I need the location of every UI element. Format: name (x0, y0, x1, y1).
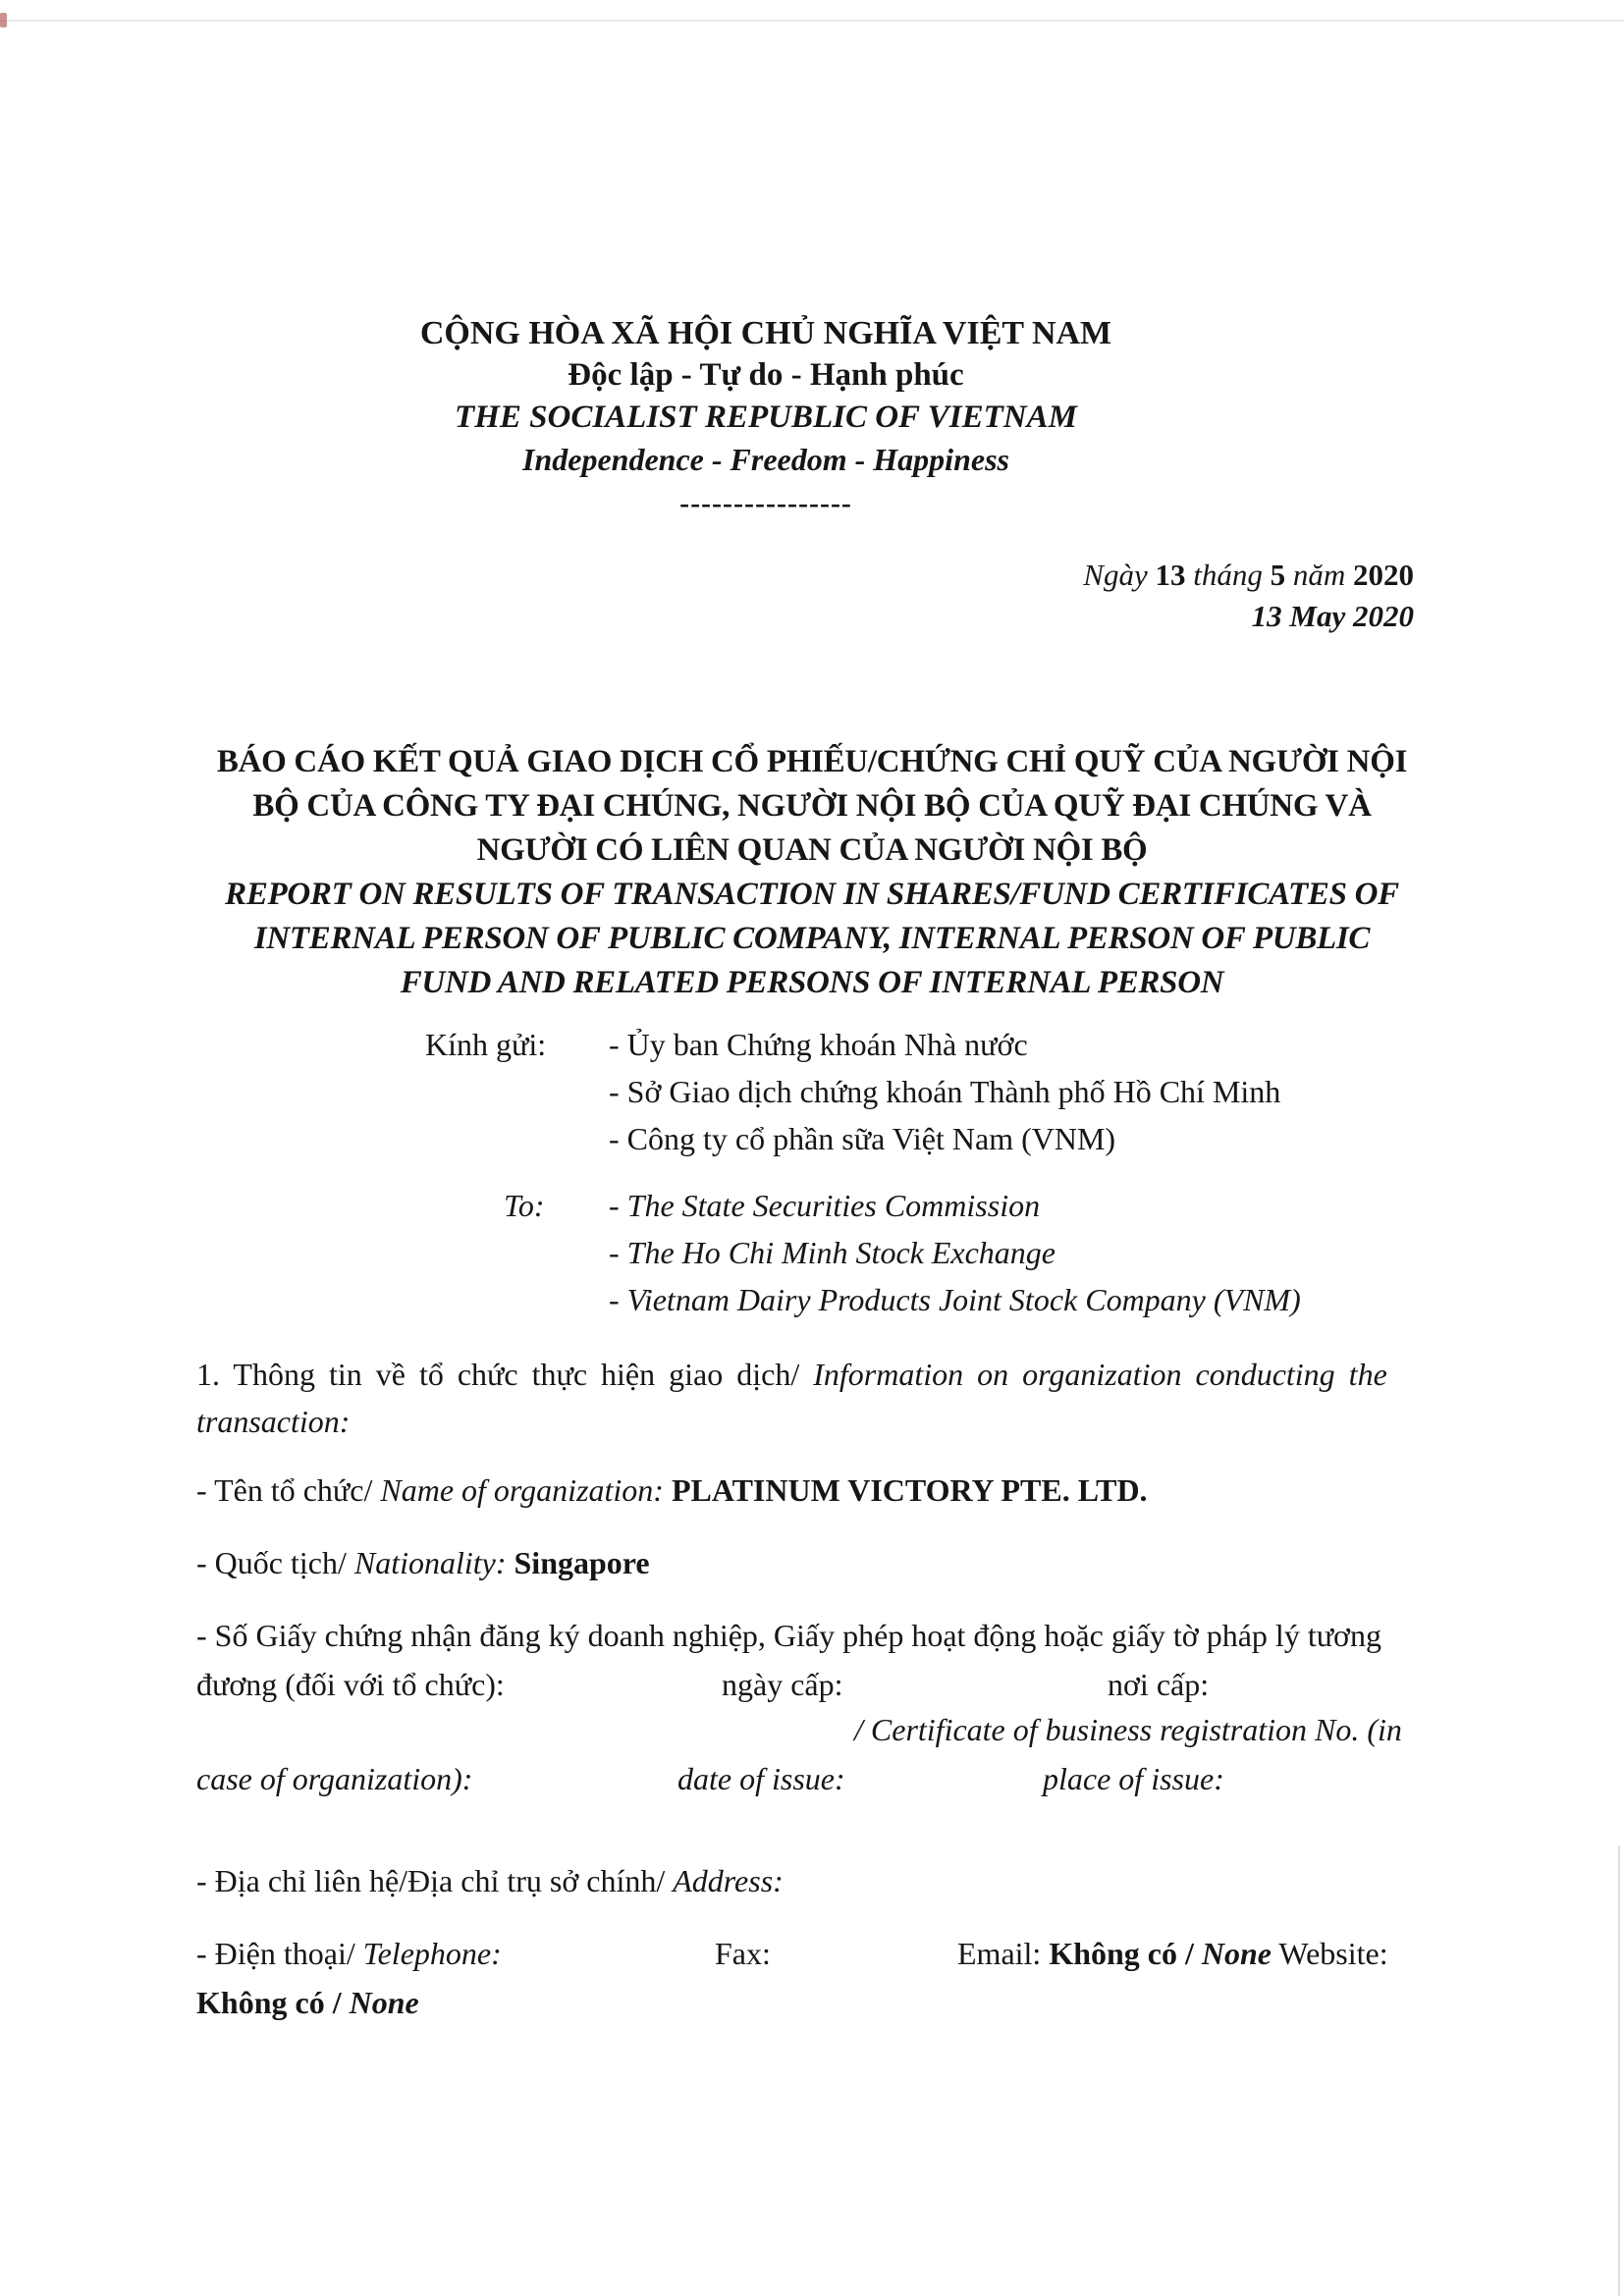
fax-label: Fax: (715, 1936, 771, 1971)
report-title-vn-line1: BÁO CÁO KẾT QUẢ GIAO DỊCH CỔ PHIẾU/CHỨNG CHỈ QUỸ CỦA NGƯỜI NỘI (216, 744, 1408, 779)
website-value-en: None (349, 1985, 419, 2020)
address-label-vn: - Địa chỉ liên hệ/Địa chỉ trụ sở chính/ (196, 1863, 674, 1898)
website-value-vn: Không có (196, 1985, 325, 2020)
date-vn-mid1: tháng (1185, 558, 1271, 592)
email-value-vn: Không có (1049, 1936, 1177, 1971)
org-name-value: PLATINUM VICTORY PTE. LTD. (671, 1472, 1148, 1508)
section1-heading-en-cont: transaction: (196, 1404, 351, 1439)
scan-artifact-red-speck (0, 13, 7, 27)
nationality-line (196, 1545, 650, 1581)
report-title-en-line2: INTERNAL PERSON OF PUBLIC COMPANY, INTERNAL PERSON OF PUBLIC (253, 921, 1371, 956)
date-line-en: 13 May 2020 (1251, 599, 1414, 633)
phone-label-vn: - Điện thoại/ (196, 1936, 363, 1971)
national-motto-vn: Độc lập - Tự do - Hạnh phúc (568, 357, 964, 393)
email-label: Email: (957, 1936, 1050, 1971)
date-day: 13 (1155, 558, 1186, 592)
website-value (196, 1985, 419, 2021)
scan-artifact-right-line (1618, 1845, 1620, 2296)
registration-vn-line2-left: đương (đối với tổ chức): (196, 1667, 505, 1702)
national-header (0, 312, 1532, 526)
address-line (196, 1863, 784, 1899)
email-value-en: None (1201, 1936, 1272, 1971)
phone-label (196, 1936, 502, 1972)
report-title-en-line1: REPORT ON RESULTS OF TRANSACTION IN SHARES/FUND CERTIFICATES OF (225, 877, 1399, 912)
section1-heading-vn: 1. Thông tin về tổ chức thực hiện giao dịch/ (196, 1357, 814, 1392)
recipient-en-item-3: - Vietnam Dairy Products Joint Stock Company (VNM) (609, 1282, 1301, 1317)
registration-date-of-issue-vn: ngày cấp: (722, 1667, 843, 1702)
org-name-line (196, 1472, 1148, 1509)
recipient-en-item-2: - The Ho Chi Minh Stock Exchange (609, 1235, 1056, 1270)
website-label: Website: (1272, 1936, 1388, 1971)
report-title-en-line3: FUND AND RELATED PERSONS OF INTERNAL PERSON (400, 965, 1224, 1000)
recipients-vn-label: Kính gửi: (425, 1027, 547, 1062)
recipient-vn-item-3: - Công ty cổ phần sữa Việt Nam (VNM) (609, 1121, 1116, 1156)
email-website-group (957, 1936, 1388, 1972)
registration-place-of-issue-vn: nơi cấp: (1108, 1667, 1210, 1702)
scan-artifact-top-line (0, 20, 1624, 22)
nationality-value: Singapore (514, 1545, 650, 1580)
nationality-label-en: Nationality: (353, 1545, 514, 1580)
report-title-vn-line3: NGƯỜI CÓ LIÊN QUAN CỦA NGƯỜI NỘI BỘ (476, 832, 1148, 868)
section1-heading (196, 1357, 1387, 1393)
email-separator: / (1177, 1936, 1202, 1971)
report-title-vn-line2: BỘ CỦA CÔNG TY ĐẠI CHÚNG, NGƯỜI NỘI BỘ CỦA QUỸ ĐẠI CHÚNG VÀ (252, 788, 1372, 824)
date-block (1083, 555, 1414, 637)
nationality-label-vn: - Quốc tịch/ (196, 1545, 354, 1580)
registration-en-line1: / Certificate of business registration No. (in (854, 1712, 1402, 1747)
date-month: 5 (1270, 558, 1286, 592)
org-name-label-en: Name of organization: (380, 1472, 672, 1508)
date-year: 2020 (1353, 558, 1414, 592)
website-separator: / (324, 1985, 350, 2020)
org-name-label-vn: - Tên tổ chức/ (196, 1472, 381, 1508)
registration-date-of-issue-en: date of issue: (677, 1761, 845, 1796)
header-separator: ---------------- (679, 487, 852, 519)
national-motto-en: Independence - Freedom - Happiness (522, 442, 1009, 477)
address-label-en: Address: (673, 1863, 784, 1898)
registration-vn-line1: - Số Giấy chứng nhận đăng ký doanh nghiệp, Giấy phép hoạt động hoặc giấy tờ pháp lý tương (196, 1618, 1381, 1653)
recipients-en-label: To: (504, 1188, 545, 1223)
national-title-en: THE SOCIALIST REPUBLIC OF VIETNAM (455, 400, 1077, 435)
recipient-en-item-1: - The State Securities Commission (609, 1188, 1041, 1223)
phone-label-en: Telephone: (362, 1936, 502, 1971)
recipient-vn-item-1: - Ủy ban Chứng khoán Nhà nước (609, 1027, 1028, 1062)
report-title (196, 740, 1428, 1005)
recipient-vn-item-2: - Sở Giao dịch chứng khoán Thành phố Hồ Chí Minh (609, 1074, 1281, 1109)
date-line-vn (1083, 555, 1414, 596)
date-vn-mid2: năm (1285, 558, 1353, 592)
section1-heading-en: Information on organization conducting the (813, 1357, 1387, 1392)
national-title-vn: CỘNG HÒA XÃ HỘI CHỦ NGHĨA VIỆT NAM (419, 315, 1112, 351)
registration-en-line2-left: case of organization): (196, 1761, 473, 1796)
registration-place-of-issue-en: place of issue: (1043, 1761, 1224, 1796)
date-vn-prefix: Ngày (1083, 558, 1156, 592)
